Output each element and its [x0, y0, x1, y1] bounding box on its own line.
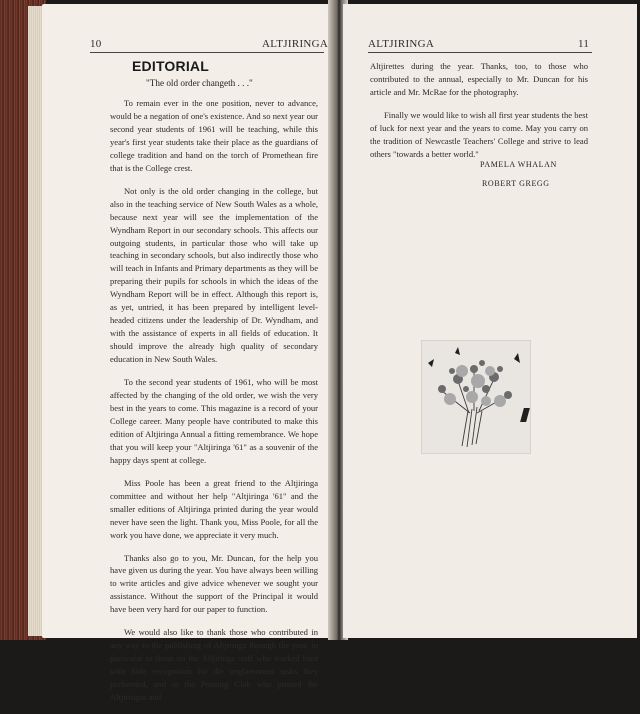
paragraph: Miss Poole has been a great friend to the Altjiringa committee and without her help "Altjiringa '61" and the smaller editions of Altjiringa printed during the year would never have seen the light. Thank you, Miss Poole, for all the work you have done, we appreciate it very much.: [110, 477, 318, 540]
right-header-rule: [368, 52, 592, 53]
paragraph: Finally we would like to wish all first year students the best of luck for next year and the years to come. May you carry on the tradition of Newcastle Teachers' College and strive to lead others "towards a better world.": [370, 109, 588, 159]
right-page-number: 11: [578, 38, 590, 50]
right-running-header: ALTJIRINGA: [368, 38, 435, 50]
paragraph: Thanks also go to you, Mr. Duncan, for the help you have given us during the year. You have always been willing to write articles and give advice whenever we sought your assistance. Without the support of the Principal it would have been very hard for our paper to function.: [110, 552, 318, 615]
signature-line: ROBERT GREGG: [482, 179, 550, 188]
page-title: EDITORIAL: [132, 58, 209, 74]
right-body-text: [370, 60, 588, 171]
left-header-rule: [90, 52, 324, 53]
signature-line: PAMELA WHALAN: [480, 160, 557, 169]
epigraph: "The old order changeth . . .": [146, 78, 253, 88]
paragraph: We would also like to thank those who contributed in any way to the publishing of Altjiringa through the year, in particular to those on the Altjiringa staff who worked hard with little recognition for the unglamorous tasks they performed, and to the Printing Club who printed the Altjiringas and: [110, 627, 318, 703]
paragraph: Not only is the old order changing in the college, but also in the teaching service of New South Wales as a whole, because next year will see the implementation of the Wyndham Report in our secondary schools. This affects our outgoing students, in particular those who will take up teaching in secondary schools, but also indirectly those who will teach in Infants and Primary departments as they will be preparing their pupils for schools in which the ideas of the Wyndham Report will be in effect. Although this report is, as yet, untried, it has been prepared by intelligent level-headed citizens under the leadership of Dr. Wyndham, and with the assistance of experts in all fields of education. It should improve the already high quality of secondary education in New South Wales.: [110, 185, 318, 365]
paragraph: Altjirettes during the year. Thanks, too, to those who contributed to the annual, especially to Mr. Duncan for his article and Mr. McRae for the photography.: [370, 61, 588, 97]
paragraph: To the second year students of 1961, who will be most affected by the changing of the old order, we wish the very best in the years to come. This magazine is a record of your College career. Many people have contributed to make this edition of Altjiringa Annual a fitting remembrance. We hope that you will keep your "Altjiringa '61" as a souvenir of the happy days spent at college.: [110, 377, 318, 465]
paragraph: To remain ever in the one position, never to advance, would be a negation of one's existence. And so next year our second year students of 1961 will be teaching, while this year's first year students take their place as the guardians of college tradition and hand on the torch of Promethean fire that is the College crest.: [110, 98, 318, 173]
left-page-number: 10: [90, 38, 102, 50]
left-body-text: [110, 97, 318, 714]
left-running-header: ALTJIRINGA: [262, 38, 329, 50]
flower-bouquet-icon: [422, 341, 530, 453]
flower-bouquet-illustration: [421, 340, 531, 454]
